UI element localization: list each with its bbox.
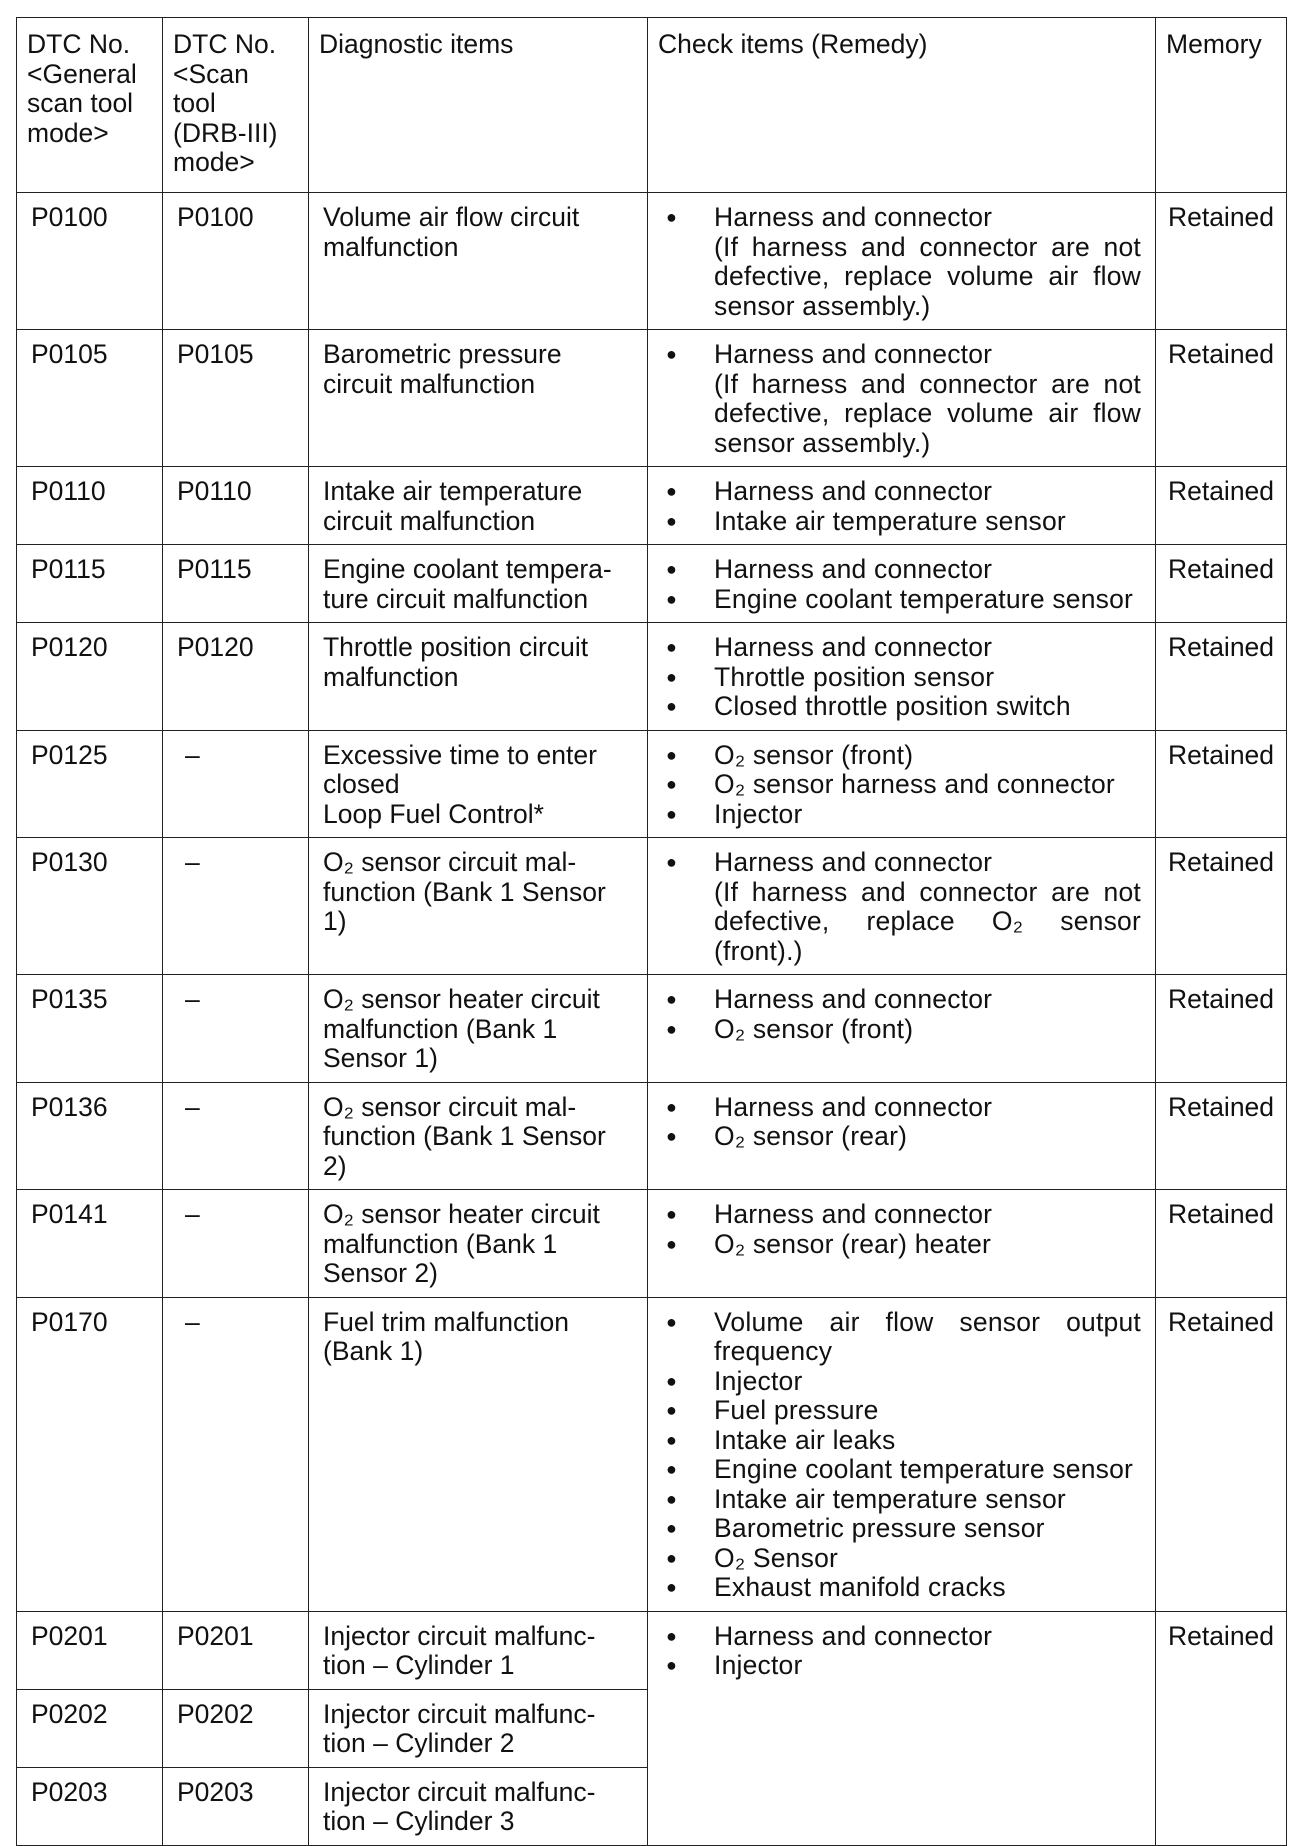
table-row	[17, 1190, 1287, 1298]
diagnostic-item	[309, 1082, 648, 1190]
memory-status: Retained	[1156, 1190, 1287, 1298]
check-item: ● Exhaust manifold cracks	[662, 1573, 1141, 1603]
dtc-scan-tool: P0202	[163, 1689, 309, 1767]
diagnostic-item	[309, 975, 648, 1083]
memory-status: Retained	[1156, 330, 1287, 467]
check-item-continuation: sensor assembly.)	[714, 427, 931, 458]
header-memory	[1156, 18, 1287, 193]
check-item: ● Volume air flow sensor output	[662, 1308, 1141, 1338]
dtc-scan-tool: P0203	[163, 1767, 309, 1845]
diagnostic-item	[309, 1767, 648, 1845]
check-items	[648, 1297, 1156, 1611]
diagnostic-text: tion – Cylinder 2	[323, 1728, 515, 1758]
dtc-scan-tool: P0115	[163, 545, 309, 623]
header-general-scan-tool	[17, 18, 163, 193]
diagnostic-text: malfunction (Bank 1	[323, 1228, 558, 1259]
diagnostic-text: closed	[323, 769, 400, 799]
header-text: <Scan	[173, 58, 249, 89]
header-text: mode>	[27, 117, 109, 148]
check-item: ● Harness and connector	[662, 477, 1141, 507]
check-list	[662, 633, 1141, 722]
check-item: ● O₂ sensor (rear) heater	[662, 1230, 1141, 1260]
table-row	[17, 1611, 1287, 1689]
dtc-general: P0170	[17, 1297, 163, 1611]
check-items	[648, 730, 1156, 838]
header-text: Diagnostic items	[319, 29, 514, 59]
check-item: ● Intake air leaks	[662, 1426, 1141, 1456]
diagnostic-text: Injector circuit malfunc-	[323, 1776, 596, 1807]
check-item: ● Fuel pressure	[662, 1396, 1141, 1426]
check-item-continuation: (front).)	[714, 935, 803, 966]
dtc-general: P0105	[17, 330, 163, 467]
memory-status: Retained	[1156, 545, 1287, 623]
diagnostic-text: O₂ sensor heater circuit	[323, 1199, 600, 1229]
dtc-scan-tool: P0110	[163, 467, 309, 545]
check-item-continuation: frequency	[714, 1336, 833, 1366]
diagnostic-text: malfunction (Bank 1	[323, 1013, 558, 1044]
check-item: ● Harness and connector	[662, 1622, 1141, 1652]
diagnostic-text: Throttle position circuit	[323, 632, 589, 662]
diagnostic-text: O₂ sensor heater circuit	[323, 984, 600, 1014]
header-row	[17, 18, 1287, 193]
check-list	[662, 555, 1141, 614]
header-text: DTC No.	[173, 29, 277, 59]
check-item: ● Harness and connector	[662, 633, 1141, 663]
check-item: ● Engine coolant temperature sensor	[662, 585, 1141, 615]
memory-status: Retained	[1156, 193, 1287, 330]
diagnostic-item	[309, 838, 648, 975]
check-list	[662, 477, 1141, 536]
check-items	[648, 545, 1156, 623]
table-row	[17, 623, 1287, 731]
diagnostic-text: Volume air flow circuit	[323, 202, 580, 232]
check-items	[648, 1611, 1156, 1845]
dtc-general: P0202	[17, 1689, 163, 1767]
diagnostic-text: Sensor 2)	[323, 1258, 438, 1288]
diagnostic-text: tion – Cylinder 1	[323, 1650, 515, 1680]
diagnostic-text: Injector circuit malfunc-	[323, 1620, 596, 1651]
header-text: DTC No.	[27, 29, 131, 59]
check-items	[648, 193, 1156, 330]
check-item: ● Harness and connector	[662, 555, 1141, 585]
check-item: ● Injector	[662, 1651, 1141, 1681]
check-list	[662, 1093, 1141, 1152]
diagnostic-text: tion – Cylinder 3	[323, 1806, 515, 1836]
table-row	[17, 838, 1287, 975]
diagnostic-text: Injector circuit malfunc-	[323, 1698, 596, 1729]
check-list	[662, 848, 1141, 966]
diagnostic-text: O₂ sensor circuit mal-	[323, 1091, 577, 1122]
diagnostic-text: circuit malfunction	[323, 505, 536, 536]
check-item: ● Intake air temperature sensor	[662, 1485, 1141, 1515]
dtc-scan-tool: –	[163, 838, 309, 975]
check-item-continuation: defective, replace volume air flow	[714, 398, 1141, 428]
dtc-general: P0100	[17, 193, 163, 330]
check-item: ● Injector	[662, 1367, 1141, 1397]
diagnostic-text: Excessive time to enter	[323, 739, 597, 770]
check-item-continuation: (If harness and connector are not	[714, 876, 1141, 907]
diagnostic-item	[309, 467, 648, 545]
dtc-scan-tool: P0105	[163, 330, 309, 467]
table-row	[17, 193, 1287, 330]
check-list	[662, 985, 1141, 1044]
check-list	[662, 340, 1141, 458]
diagnostic-text: Barometric pressure	[323, 339, 562, 369]
header-text: Memory	[1166, 29, 1262, 59]
check-item: ● O₂ sensor (rear)	[662, 1122, 1141, 1152]
diagnostic-text: Engine coolant tempera-	[323, 554, 612, 584]
dtc-scan-tool: P0120	[163, 623, 309, 731]
diagnostic-text: Fuel trim malfunction	[323, 1306, 569, 1337]
header-text: mode>	[173, 147, 255, 177]
dtc-scan-tool: –	[163, 730, 309, 838]
check-list	[662, 1622, 1141, 1681]
header-text: scan tool	[27, 88, 134, 118]
table-row	[17, 1297, 1287, 1611]
check-list	[662, 203, 1141, 321]
check-item: ● Harness and connector	[662, 1200, 1141, 1230]
diagnostic-text: circuit malfunction	[323, 368, 536, 399]
diagnostic-item	[309, 1689, 648, 1767]
check-item: ● Throttle position sensor	[662, 663, 1141, 693]
dtc-general: P0125	[17, 730, 163, 838]
header-scan-tool-drb	[163, 18, 309, 193]
diagnostic-item	[309, 730, 648, 838]
dtc-general: P0130	[17, 838, 163, 975]
diagnostic-text: Loop Fuel Control*	[323, 798, 544, 829]
memory-status: Retained	[1156, 623, 1287, 731]
check-item: ● O₂ sensor (front)	[662, 1015, 1141, 1045]
diagnostic-text: function (Bank 1 Sensor	[323, 876, 606, 907]
header-check-items	[648, 18, 1156, 193]
diagnostic-text: 1)	[323, 906, 347, 936]
memory-status: Retained	[1156, 467, 1287, 545]
check-items	[648, 975, 1156, 1083]
header-text: Check items (Remedy)	[658, 29, 928, 59]
diagnostic-item	[309, 545, 648, 623]
diagnostic-text: malfunction	[323, 231, 459, 262]
dtc-general: P0203	[17, 1767, 163, 1845]
diagnostic-text: Intake air temperature	[323, 476, 583, 506]
diagnostic-item	[309, 1297, 648, 1611]
diagnostic-text: O₂ sensor circuit mal-	[323, 847, 577, 877]
check-item: ● O₂ Sensor	[662, 1544, 1141, 1574]
dtc-table	[16, 17, 1287, 1846]
check-item: ● O₂ sensor (front)	[662, 741, 1141, 771]
dtc-general: P0120	[17, 623, 163, 731]
check-item: ● Closed throttle position switch	[662, 692, 1141, 722]
dtc-general: P0201	[17, 1611, 163, 1689]
check-item-continuation: (If harness and connector are not	[714, 368, 1141, 399]
check-list	[662, 741, 1141, 830]
diagnostic-item	[309, 193, 648, 330]
check-item: ● Harness and connector	[662, 203, 1141, 233]
dtc-general: P0115	[17, 545, 163, 623]
dtc-general: P0136	[17, 1082, 163, 1190]
diagnostic-text: 2)	[323, 1150, 347, 1181]
dtc-scan-tool: –	[163, 1190, 309, 1298]
diagnostic-text: ture circuit malfunction	[323, 583, 589, 614]
diagnostic-text: (Bank 1)	[323, 1336, 424, 1366]
check-items	[648, 467, 1156, 545]
check-item: ● Harness and connector	[662, 340, 1141, 370]
diagnostic-item	[309, 330, 648, 467]
check-items	[648, 623, 1156, 731]
check-item-continuation: defective, replace O₂ sensor	[714, 906, 1141, 936]
check-item: ● Harness and connector	[662, 848, 1141, 878]
dtc-scan-tool: P0100	[163, 193, 309, 330]
dtc-scan-tool: –	[163, 1297, 309, 1611]
check-list	[662, 1200, 1141, 1259]
check-item: ● O₂ sensor harness and connector	[662, 770, 1141, 800]
table-row	[17, 467, 1287, 545]
memory-status: Retained	[1156, 1082, 1287, 1190]
dtc-scan-tool: –	[163, 975, 309, 1083]
dtc-scan-tool: –	[163, 1082, 309, 1190]
check-items	[648, 1190, 1156, 1298]
table-row	[17, 545, 1287, 623]
check-item: ● Engine coolant temperature sensor	[662, 1455, 1141, 1485]
dtc-general: P0135	[17, 975, 163, 1083]
memory-status: Retained	[1156, 838, 1287, 975]
table-row	[17, 1082, 1287, 1190]
check-items	[648, 1082, 1156, 1190]
dtc-scan-tool: P0201	[163, 1611, 309, 1689]
check-item: ● Intake air temperature sensor	[662, 507, 1141, 537]
check-item-continuation: (If harness and connector are not	[714, 231, 1141, 262]
table-row	[17, 330, 1287, 467]
check-item-continuation: defective, replace volume air flow	[714, 261, 1141, 291]
check-item: ● Harness and connector	[662, 1093, 1141, 1123]
diagnostic-text: malfunction	[323, 661, 459, 692]
table-row	[17, 975, 1287, 1083]
check-item: ● Harness and connector	[662, 985, 1141, 1015]
check-list	[662, 1308, 1141, 1603]
check-item: ● Injector	[662, 800, 1141, 830]
memory-status: Retained	[1156, 1611, 1287, 1845]
diagnostic-text: Sensor 1)	[323, 1043, 438, 1073]
header-text: <General	[27, 58, 137, 89]
check-item-continuation: sensor assembly.)	[714, 290, 931, 321]
dtc-general: P0110	[17, 467, 163, 545]
memory-status: Retained	[1156, 975, 1287, 1083]
diagnostic-item	[309, 1611, 648, 1689]
header-diagnostic-items	[309, 18, 648, 193]
header-text: (DRB-III)	[173, 117, 278, 148]
memory-status: Retained	[1156, 1297, 1287, 1611]
diagnostic-item	[309, 623, 648, 731]
check-items	[648, 330, 1156, 467]
dtc-general: P0141	[17, 1190, 163, 1298]
header-text: tool	[173, 88, 216, 118]
table-row	[17, 730, 1287, 838]
diagnostic-item	[309, 1190, 648, 1298]
check-items	[648, 838, 1156, 975]
diagnostic-text: function (Bank 1 Sensor	[323, 1121, 606, 1151]
memory-status: Retained	[1156, 730, 1287, 838]
check-item: ● Barometric pressure sensor	[662, 1514, 1141, 1544]
